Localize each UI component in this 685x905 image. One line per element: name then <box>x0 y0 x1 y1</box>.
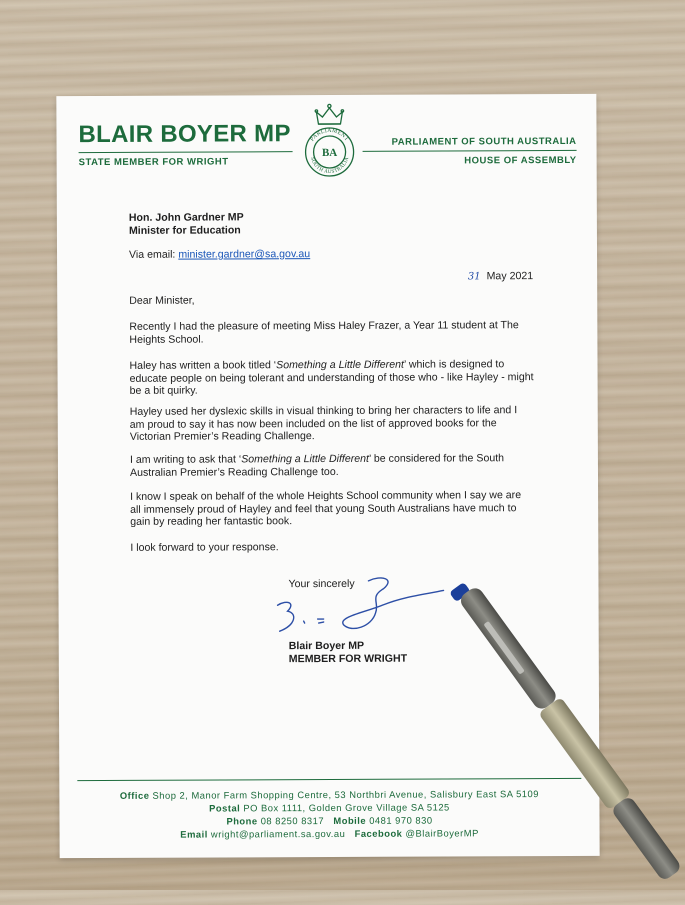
svg-text:BA: BA <box>322 147 337 159</box>
letterhead-house: HOUSE OF ASSEMBLY <box>365 155 577 167</box>
paragraph-5: I know I speak on behalf of the whole Heights School community when I say we are all immensely proud of Hayley and feel that young South Australians have much to gain by reading her fantastic book. <box>130 489 534 529</box>
signer-name: Blair Boyer MP <box>289 640 364 652</box>
date-day-handwritten: 31 <box>468 271 481 282</box>
recipient-email-line <box>129 247 533 261</box>
valediction: Your sincerely <box>288 578 354 590</box>
paragraph-3: Hayley used her dyslexic skills in visual thinking to bring her characters to life and I am proud to say it has now been included on the list of approved books for the Victorian Premier’s Reading Challenge. <box>130 404 534 444</box>
paragraph-2: Haley has written a book titled ‘Something a Little Different’ which is designed to educate people on being tolerant and understanding of those who - like Hayley - might be a bit quirky. <box>129 358 533 398</box>
recipient-name: Hon. John Gardner MP <box>129 210 533 224</box>
pen-icon <box>440 575 685 905</box>
footer-phone: Phone 08 8250 8317 Mobile 0481 970 830 <box>77 814 581 827</box>
letter-date <box>357 270 533 283</box>
salutation: Dear Minister, <box>129 293 533 307</box>
recipient-email-link[interactable]: minister.gardner@sa.gov.au <box>178 248 310 261</box>
footer-postal: Postal PO Box 1111, Golden Grove Village SA 5125 <box>77 801 581 814</box>
footer-facebook[interactable]: @BlairBoyerMP <box>405 827 478 838</box>
letterhead-parliament: PARLIAMENT OF SOUTH AUSTRALIA <box>365 136 577 148</box>
signer-title: MEMBER FOR WRIGHT <box>289 653 407 666</box>
date-month-year: May 2021 <box>487 270 534 282</box>
letterhead-subtitle: STATE MEMBER FOR WRIGHT <box>79 156 229 168</box>
footer-email[interactable]: wright@parliament.sa.gov.au <box>211 828 345 840</box>
letterhead-rule-right <box>363 150 577 152</box>
paragraph-6: I look forward to your response. <box>130 540 534 554</box>
paragraph-1: Recently I had the pleasure of meeting Miss Haley Frazer, a Year 11 student at The Heights School. <box>129 319 533 346</box>
via-label: Via email: <box>129 249 175 261</box>
letterhead-rule-left <box>79 151 293 153</box>
crown-seal-icon <box>302 102 356 184</box>
recipient-title: Minister for Education <box>129 223 533 237</box>
footer-office: Office Shop 2, Manor Farm Shopping Centre, 53 Northbri Avenue, Salisbury East SA 5109 <box>77 788 581 801</box>
footer-contact: Email wright@parliament.sa.gov.au Facebook @BlairBoyerMP <box>78 827 582 840</box>
paragraph-4: I am writing to ask that ‘Something a Little Different’ be considered for the South Australian Premier’s Reading Challenge too. <box>130 452 534 479</box>
svg-text:PARLIAMENT: PARLIAMENT <box>309 128 349 143</box>
letterhead-name: BLAIR BOYER MP <box>78 120 290 149</box>
svg-text:SOUTH AUSTRALIA: SOUTH AUSTRALIA <box>309 156 350 175</box>
